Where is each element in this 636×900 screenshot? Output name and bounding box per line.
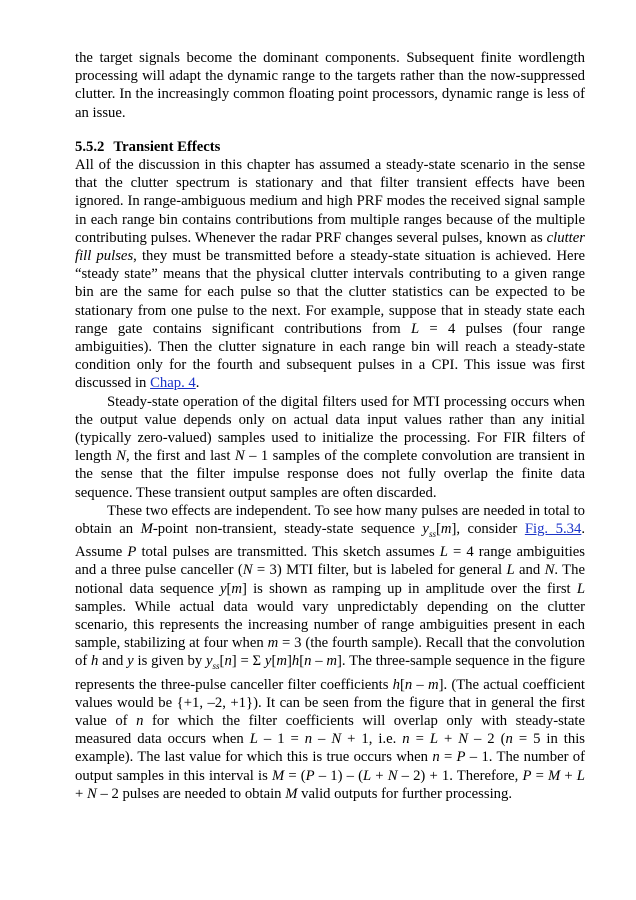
paragraph-steady-state: Steady-state operation of the digital filters used for MTI processing occurs when the output value depends only on actual data input values rather than any initial (typically zero-valued) samples used to initialize the processing. For FIR filters of length N, the first and last N – 1 samples of the complete convolution are transient in the sense that the filter impulse response does not fully overlap the finite data sequence. These transient output samples are often discarded. [75,393,585,501]
section-number: 5.5.2 [75,138,105,155]
intro-paragraph: the target signals become the dominant components. Subsequent finite wordlength processing will adapt the dynamic range to the targets rather than the now-suppressed clutter. In the increasingly common floating point processors, dynamic range is less of an issue. [75,50,585,121]
document-page [75,49,585,803]
section-heading [75,138,585,156]
figure-5-34-link[interactable]: Fig. 5.34 [524,521,582,538]
term-clutter-fill-pulses: clutter fill pulses [75,229,585,265]
paragraph-pulse-count: These two effects are independent. To see how many pulses are needed in total to obtain an M-point non-transient, steady-state sequence $y_{ss}[m]$, consider Fig. 5.34. Assume P total pulses are transmitted. This sketch assumes L = 4 range ambiguities and a three pulse canceller (N = 3) MTI filter, but is labeled for general L and N. The notional data sequence y[m] is shown as ramping up in amplitude over the first L samples. While actual data would vary unpredictably depending on the clutter scenario, this represents the increasing number of range ambiguities present in each sample, stabilizing at four when m = 3 (the fourth sample). Recall that the convolution of h and y is given by $y_{ss}[n] = \Sigma$ y[m]h[n – m]. The three-sample sequence in the figure represents the three-pulse canceller filter coefficients h[n – m]. (The actual coefficient values would be {+1, –2, +1}). It can be seen from the figure that in general the first value of n for which the filter coefficients will overlap only with steady-state measured data occurs when L – 1 = n – N + 1, i.e. n = L + N – 2 (n = 5 in this example). The last value for which this is true occurs when n = P – 1. The number of output samples in this interval is M = (P – 1) – (L + N – 2) + 1. Therefore, P = M + L + N – 2 pulses are needed to obtain M valid outputs for further processing. [75,502,586,802]
paragraph-transient-intro: All of the discussion in this chapter has assumed a steady-state scenario in the sense that the clutter spectrum is stationary and that filter transient effects have been ignored. In range-ambiguous medium and high PRF modes the received signal sample in each range bin contains contributions from multiple ranges because of the multiple contributing pulses. Whenever the radar PRF changes several pulses, known as clutter fill pulses, they must be transmitted before a steady-state situation is achieved. Here “steady state” means that the physical clutter intervals contributing to a given range bin are the same for each pulse so that the clutter statistics can be expected to be stationary from one pulse to the next. For example, suppose that in steady state each range gate contains significant contributions from L = 4 pulses (four range ambiguities). Then the clutter signature in each range bin will reach a steady-state condition only for the fourth and subsequent pulses in a CPI. This issue was first discussed in Chap. 4. [75,157,585,392]
section-title: Transient Effects [113,138,221,155]
chapter-4-link[interactable]: Chap. 4 [150,375,196,392]
